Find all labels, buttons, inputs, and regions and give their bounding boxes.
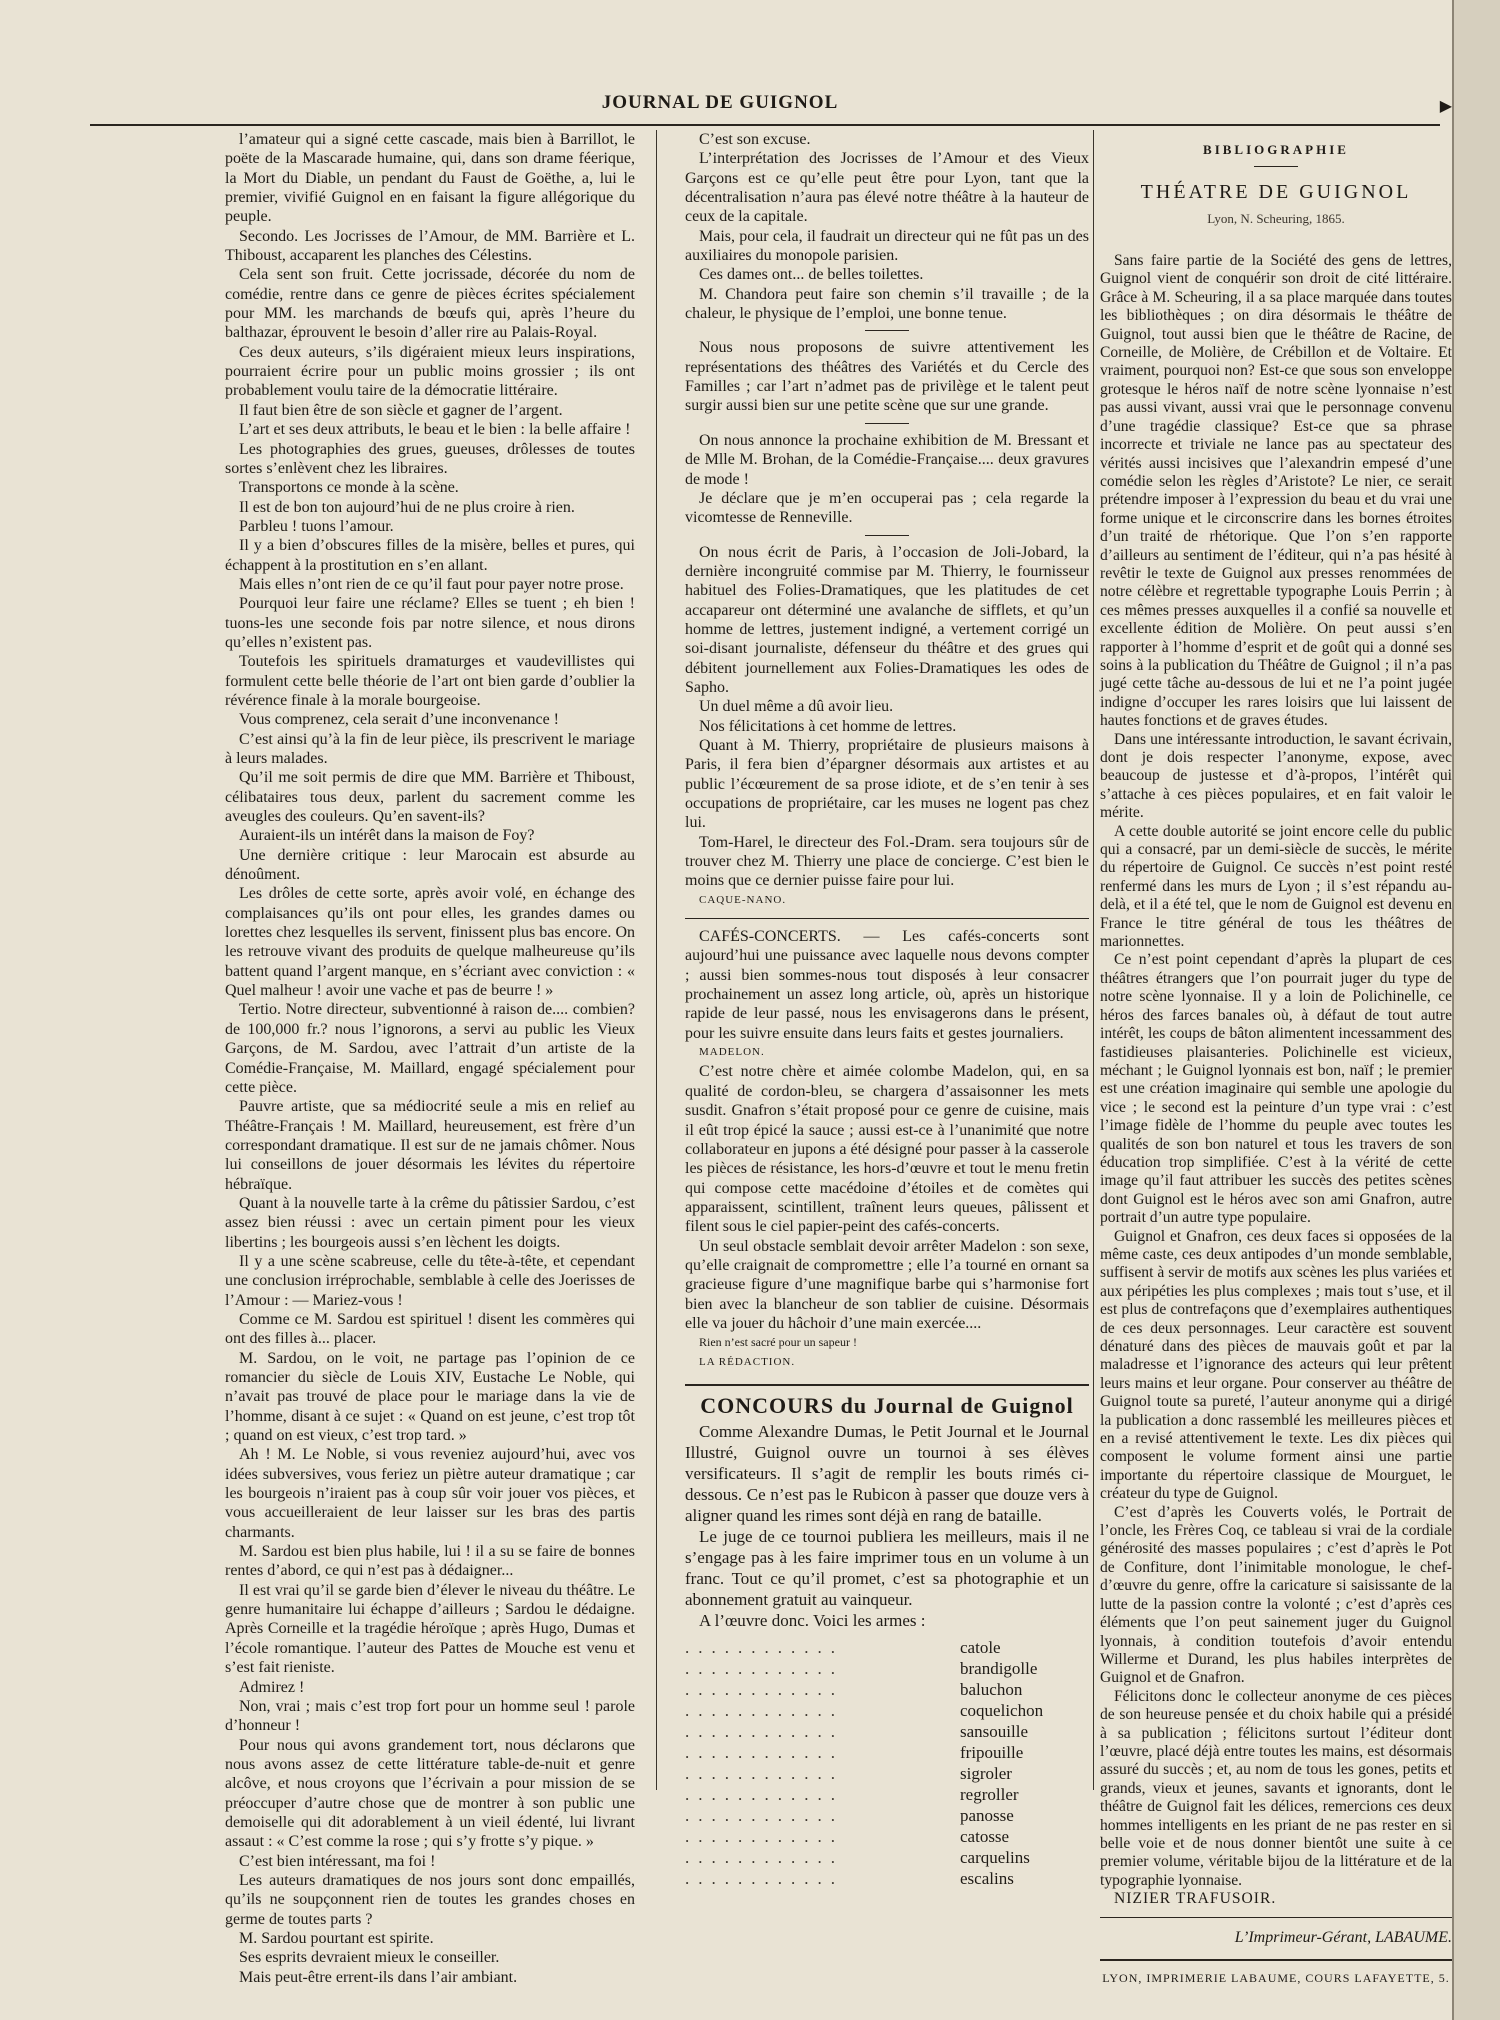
dot-leader: ............: [685, 1764, 844, 1784]
rhyme-line: [685, 1658, 1089, 1679]
rhyme-word: carquelins: [960, 1848, 1030, 1868]
paragraph: L’art et ses deux attributs, le beau et le bien : la belle affaire !: [239, 421, 631, 439]
concours-text: [685, 1421, 1089, 1631]
paragraph: M. Chandora peut faire son chemin s’il travaille ; de la chaleur, le physique de l’emploi, une bonne tenue.: [685, 285, 1089, 323]
paragraph: On nous annonce la prochaine exhibition de M. Bressant et de Mlle M. Brohan, de la Comédie-Française.... deux gravures de mode !: [685, 431, 1089, 488]
rhyme-word: catosse: [960, 1827, 1010, 1847]
imprimeur-gerant: L’Imprimeur-Gérant, LABAUME.: [1234, 1928, 1452, 1946]
rhyme-word: panosse: [960, 1806, 1014, 1826]
rhyme-line: [685, 1847, 1089, 1868]
paragraph: Parbleu ! tuons l’amour.: [239, 517, 394, 535]
separator: [865, 330, 909, 331]
rhyme-word: catole: [960, 1638, 1001, 1658]
header-rule: [90, 124, 1440, 126]
separator: [865, 535, 909, 536]
paragraph: Les drôles de cette sorte, après avoir volé, en échange des complaisances qu’ils ont pour elles, les grandes dames ou lorettes chez lesquelles ils servent, finissent plus bas encore. On les retrouve vivant des produits de quelque malheureuse qu’ils battent quand l’argent manque, en s’écriant avec conviction : « Quel malheur ! avoir une vache et pas de beurre ! »: [225, 885, 635, 1000]
column-2: [685, 130, 1089, 1889]
paragraph: Tertio. Notre directeur, subventionné à raison de.... combien? de 100,000 fr.? nous l’ignorons, a servi au public les Vieux Garçons, de M. Sardou, avec l’attrait d’un artiste de la Comédie-Française, M. Maillard, engagé spécialement pour cette pièce.: [225, 1001, 635, 1096]
paragraph: Ce n’est point cependant d’après la plupart de ces théâtres étrangers que l’on pourrait juger du type de notre scène lyonnaise. Il y a loin de Polichinelle, ce héros des farces banales où, à défaut de tout autre intérêt, les coups de bâton alimentent incessamment des fastidieuses plaisanteries. Polichinelle est vicieux, méchant ; le Guignol lyonnais est bon, naïf ; le premier est une création imaginaire qui semble une apologie du vice ; le second est la peinture d’un type vrai : c’est l’image fidèle de l’homme du peuple avec toutes les qualités de son bon naturel et tous les travers de son éducation trop simplifiée. C’est à la vérité de cette image qu’il faut attribuer les succès des petites scènes dont Guignol est le héros avec son ami Gnafron, autre portrait d’un autre type populaire.: [1100, 951, 1452, 1227]
dot-leader: ............: [685, 1827, 844, 1847]
paragraph: Les photographies des grues, gueuses, drôlesses de toutes sortes s’enlèvent chez les libraires.: [225, 440, 635, 477]
paragraph: Une dernière critique : leur Marocain est absurde au dénoûment.: [225, 846, 635, 884]
paragraph: Il y a une scène scabreuse, celle du tête-à-tête, et cependant une conclusion irréprochable, semblable à celle des Joerisses de l’Amour : — Mariez-vous !: [225, 1252, 635, 1309]
rhyme-line: [685, 1700, 1089, 1721]
rhyme-word: baluchon: [960, 1680, 1023, 1700]
paragraph: Ces deux auteurs, s’ils digéraient mieux leurs inspirations, pourraient écrire pour un public moins grossier ; ils ont probablement voulu taire de la démocratie littéraire.: [225, 343, 635, 400]
paragraph: Il est vrai qu’il se garde bien d’élever le niveau du théâtre. Le genre humanitaire lui échappe d’ailleurs ; Sardou le dédaigne. Après Corneille et la tragédie héroïque ; après Hugo, Dumas et l’école romantique. l’auteur des Pattes de Mouche est venu et s’est fait rieniste.: [225, 1581, 635, 1677]
paragraph: Transportons ce monde à la scène.: [239, 479, 459, 497]
rhyme-line: [685, 1721, 1089, 1742]
paragraph: Vous comprenez, cela serait d’une inconvenance !: [239, 711, 560, 729]
dot-leader: ............: [685, 1848, 844, 1868]
paragraph: Il faut bien être de son siècle et gagner de l’argent.: [239, 401, 563, 419]
column-rule-1: [656, 130, 657, 1790]
paragraph: Quant à M. Thierry, propriétaire de plusieurs maisons à Paris, il fera bien d’épargner désormais aux artistes et au public l’écœurement de sa prose idiote, et de s’en tenir à ses occupations de propriétaire, car les muses ne logent pas chez lui.: [685, 736, 1089, 832]
dot-leader: ............: [685, 1743, 844, 1763]
paragraph: Pour nous qui avons grandement tort, nous déclarons que nous avons assez de cette littérature table-de-nuit et genre alcôve, et nous croyons que l’écrivain a pour mission de se préoccuper d’autre chose que de montrer à son public une demoiselle qui dit adorablement à un vieil édenté, lui livrant assaut : « C’est comme la rose ; qui s’y frotte s’y pique. »: [225, 1736, 635, 1851]
paragraph: Mais, pour cela, il faudrait un directeur qui ne fût pas un des auxiliaires du monopole parisien.: [685, 227, 1089, 265]
rhyme-word: coquelichon: [960, 1701, 1044, 1721]
dot-leader: ............: [685, 1806, 844, 1826]
rhyme-word: sigroler: [960, 1764, 1012, 1784]
dot-leader: ............: [685, 1785, 844, 1805]
paragraph: Le juge de ce tournoi publiera les meilleurs, mais il ne s’engage pas à les faire imprimer tous en un volume à un franc. Tout ce qu’il promet, c’est sa photographie et un abonnement gratuit au vainqueur.: [685, 1527, 1089, 1610]
paragraph: Comme Alexandre Dumas, le Petit Journal et le Journal Illustré, Guignol ouvre un tournoi à ses élèves versificateurs. Il s’agit de remplir les bouts rimés ci-dessous. Ce n’est pas le Rubicon à passer que douze vers à aligner quand les rimes sont déjà en rang de bataille.: [685, 1422, 1089, 1526]
paragraph: Il y a bien d’obscures filles de la misère, belles et pures, qui échappent à la prostitution en s’en allant.: [225, 537, 635, 574]
paragraph: Mais peut-être errent-ils dans l’air ambiant.: [239, 1968, 518, 1986]
rhyme-line: [685, 1805, 1089, 1826]
signature-redaction: LA RÉDACTION.: [699, 1355, 796, 1368]
paragraph: M. Sardou pourtant est spirite.: [239, 1929, 434, 1947]
rhyme-line: [685, 1868, 1089, 1889]
paragraph: Un duel même a dû avoir lieu.: [699, 698, 894, 716]
paragraph: CAFÉS-CONCERTS. — Les cafés-concerts sont aujourd’hui une puissance avec laquelle nous devons compter ; aussi bien sommes-nous tout disposés à leur consacrer prochainement un assez long article, où, après un historique rapide de leur passé, nous les envisagerons dans le présent, pour les suivre ensuite dans leurs faits et gestes journaliers.: [685, 928, 1089, 1042]
paragraph: Sans faire partie de la Société des gens de lettres, Guignol vient de conquérir son droit de cité littéraire. Grâce à M. Scheuring, il a sa place marquée dans toutes les bibliothèques ; on dira désormais le théâtre de Guignol, tout aussi bien que le théâtre de Racine, de Corneille, de Molière, de Crébillon et de Voltaire. Et vraiment, pourquoi non? Est-ce que sous son enveloppe grotesque le héros naïf de notre scène lyonnaise n’est pas aussi vivant, aussi vrai que le personnage convenu d’une tragédie classique? Est-ce que sa phrase incorrecte et triviale ne lance pas au spectateur des vérités aussi incisives que l’alexandrin empesé d’une comédie selon les règles d’Aristote? Le nier, ce serait prétendre imposer à l’expression du beau et du vrai une forme unique et le circonscrire dans les bornes étroites d’un traité de rhétorique. Que l’on s’en rapporte d’ailleurs au sentiment de l’éditeur, qui n’a pas hésité à revêtir le texte de Guignol aux presses renommées de notre célèbre et regrettable typographe Louis Perrin ; à ces mêmes presses auxquelles il a confié sa nouvelle et excellente édition de Molière. On peut aussi s’en rapporter à l’homme d’esprit et de goût qui a donné ses soins à la publication du Théâtre de Guignol ; il n’a pas jugé cette tâche au-dessous de lui et ne l’a point jugée indigne d’occuper les rares loisirs que lui laissent de hautes fonctions et de graves études.: [1100, 252, 1452, 730]
paragraph: A cette double autorité se joint encore celle du public qui a consacré, par un demi-siècle de succès, le mérite du répertoire de Guignol. Ce succès n’est point resté renfermé dans les murs de Lyon ; il s’est répandu au-delà, et il a été tel, que le nom de Guignol est devenu en France le titre général de tous les théâtres de marionnettes.: [1100, 822, 1452, 951]
rhyme-word: fripouille: [960, 1743, 1024, 1763]
paragraph: M. Sardou est bien plus habile, lui ! il a su se faire de bonnes rentes d’abord, ce qui n’est pas à dédaigner...: [225, 1543, 635, 1580]
column-rule-2: [1093, 130, 1094, 1790]
signature-madelon: MADELON.: [699, 1046, 765, 1059]
rhyme-line: [685, 1763, 1089, 1784]
section-rule: [685, 1384, 1089, 1386]
paragraph: Mais elles n’ont rien de ce qu’il faut pour payer notre prose.: [239, 575, 624, 593]
motto: Rien n’est sacré pour un sapeur !: [699, 1335, 857, 1350]
paragraph: C’est son excuse.: [699, 131, 811, 148]
dot-leader: ............: [685, 1659, 844, 1679]
signature-caque-nano: CAQUE-NANO.: [699, 893, 787, 906]
paragraph: l’amateur qui a signé cette cascade, mais bien à Barrillot, le poëte de la Mascarade humaine, qui, dans son drame féerique, la Mort du Diable, un pendant du Faust de Goëthe, a, lui le premier, vivifié Guignol en en faisant la figure allégorique du peuple.: [225, 131, 635, 226]
page-fold: [1452, 0, 1500, 2020]
footer-rule: [1100, 1959, 1452, 1961]
paragraph: On nous écrit de Paris, à l’occasion de Joli-Jobard, la dernière incongruité commise par M. Thierry, le fournisseur habituel des Folies-Dramatiques, que les platitudes de cet accapareur ont déterminé une avalanche de sifflets, et qu’un homme de lettres, justement indigné, a vertement corrigé un soi-disant journaliste, défenseur du théâtre et des grues qui débitent journellement aux Folies-Dramatiques les odes de Sapho.: [685, 543, 1089, 696]
paragraph: Auraient-ils un intérêt dans la maison de Foy?: [239, 827, 535, 845]
book-title: THÉATRE DE GUIGNOL: [1140, 181, 1412, 204]
section-rule: [685, 918, 1089, 919]
concours-title: CONCOURS du Journal de Guignol: [700, 1392, 1074, 1418]
dot-leader: ............: [685, 1869, 844, 1889]
paragraph: C’est notre chère et aimée colombe Madelon, qui, en sa qualité de cordon-bleu, se chargera d’assaisonner les mets susdit. Gnafron s’était proposé pour ce genre de cuisine, mais il eût trop épicé la sauce ; aussi est-ce à l’unanimité que notre collaborateur en jupons a été désigné pour passer à la casserole les pièces de résistance, les hors-d’œuvre et tout le menu fretin qui compose cette macédoine d’étoiles et de comètes qui apparaissent, scintillent, traînent leurs queues, pâlissent et filent sous le ciel papier-peint des cafés-concerts.: [685, 1063, 1089, 1236]
rhyme-line: [685, 1742, 1089, 1763]
rhyme-word: regroller: [960, 1785, 1019, 1805]
dot-leader: ............: [685, 1680, 844, 1700]
paragraph: Dans une intéressante introduction, le savant écrivain, dont je dois respecter l’anonyme, expose, avec beaucoup de justesse et d’à-propos, l’intérêt qui s’attache à ces pièces populaires, et en fait valoir le mérite.: [1100, 730, 1452, 822]
paragraph: Secondo. Les Jocrisses de l’Amour, de MM. Barrière et L. Thiboust, accaparent les planches des Célestins.: [225, 227, 635, 265]
paragraph: Quant à la nouvelle tarte à la crême du pâtissier Sardou, c’est assez bien réussi : avec un certain piment pour les vieux libertins ; les bourgeois aussi s’en lèchent les doigts.: [225, 1194, 635, 1251]
dot-leader: ............: [685, 1638, 844, 1658]
paragraph: Félicitons donc le collecteur anonyme de ces pièces de son heureuse pensée et du choix habile qui a présidé à sa publication ; félicitons surtout l’éditeur dont l’œuvre, placé déjà entre toutes les mains, est désormais assuré du succès ; et, au nom de tous les gones, petits et grands, vieux et jeunes, savants et ignorants, dont le théâtre de Guignol fait les délices, remercions ces deux hommes intelligents en les priant de ne pas rester en si belle voie et de nous donner bientôt une suite à ce premier volume, véritable bijou de la littérature et de la typographie lyonnaise.: [1100, 1687, 1452, 1889]
paragraph: Non, vrai ; mais c’est trop fort pour un homme seul ! parole d’honneur !: [225, 1697, 635, 1735]
dot-leader: ............: [685, 1701, 844, 1721]
paragraph: M. Sardou, on le voit, ne partage pas l’opinion de ce romancier du siècle de Louis XIV, Eustache Le Noble, qui n’avait pas trouvé de place pour le mariage dans la vie de l’homme, disant à ce sujet : « Quand on est jeune, c’est trop tôt ; quand on est vieux, c’est trop tard. »: [225, 1349, 635, 1445]
rhyme-word: sansouille: [960, 1722, 1028, 1742]
paragraph: Nos félicitations à cet homme de lettres.: [699, 717, 957, 735]
paragraph: A l’œuvre donc. Voici les armes :: [699, 1611, 926, 1631]
paragraph: Admirez !: [239, 1678, 305, 1696]
section-rule: [1100, 1917, 1452, 1918]
signature-nizier: NIZIER TRAFUSOIR.: [1114, 1890, 1277, 1908]
masthead: JOURNAL DE GUIGNOL: [601, 92, 839, 113]
dot-leader: ............: [685, 1722, 844, 1742]
paragraph: C’est d’après les Couverts volés, le Portrait de l’oncle, les Frères Coq, ce tableau si vrai de la cordiale générosité des masses populaires ; c’est d’après le Pot de Confiture, dont l’inimitable monologue, le chef-d’œuvre du genre, offre la caricature si saisissante de la lutte de la passion contre la volonté ; c’est d’après ces éléments que l’on peut sainement juger du Guignol lyonnais, à condition toutefois d’avoir entendu Willerme et Durand, les plus habiles interprètes de Guignol et de Gnafron.: [1100, 1503, 1452, 1687]
separator: [865, 423, 909, 424]
paragraph: C’est ainsi qu’à la fin de leur pièce, ils prescrivent le mariage à leurs malades.: [225, 730, 635, 767]
publication-info: Lyon, N. Scheuring, 1865.: [1207, 210, 1345, 226]
rhyme-line: [685, 1637, 1089, 1658]
paragraph: Qu’il me soit permis de dire que MM. Barrière et Thiboust, célibataires tous deux, parlent du sacrement comme les aveugles des couleurs. Qu’en savent-ils?: [225, 769, 635, 826]
corner-mark: ▶: [1439, 96, 1452, 115]
rhyme-line: [685, 1784, 1089, 1805]
paragraph: Ses esprits devraient mieux le conseiller.: [239, 1949, 500, 1967]
paragraph: Pourquoi leur faire une réclame? Elles se tuent ; eh bien ! tuons-les une seconde fois par notre silence, et nous dirons qu’elles n’existent pas.: [225, 595, 635, 651]
paragraph: Guignol et Gnafron, ces deux faces si opposées de la même caste, ces deux antipodes d’un monde semblable, suffisent à servir de motifs aux scènes les plus variées et aux péripéties les plus complexes ; mais tout s’use, et il est plus de contrefaçons que d’exemplaires authentiques de ces deux personnages. Leur caractère est souvent dénaturé dans des pièces de mauvais goût et par la maladresse et l’ignorance des acteurs qui leur prêtent leurs mains et leur organe. Pour conserver au théâtre de Guignol toute sa pureté, l’auteur anonyme qui a dirigé la publication a donc rassemblé les meilleures pièces et en a revisé attentivement le texte. Les dix pièces qui composent le volume forment ainsi une partie importante du répertoire classique de Mourguet, le créateur du type de Guignol.: [1100, 1227, 1452, 1503]
printer-address: LYON, IMPRIMERIE LABAUME, COURS LAFAYETTE, 5.: [1102, 1970, 1450, 1985]
section-heading: BIBLIOGRAPHIE: [1203, 142, 1349, 157]
rhyme-word: escalins: [960, 1869, 1014, 1889]
paragraph: Ah ! M. Le Noble, si vous reveniez aujourd’hui, avec vos idées subversives, vous feriez un piètre auteur dramatique ; car les bourgeois n’iraient pas à coup sûr voir jouer vos pièces, et vous accueilleraient de leur laisser sur les bras des partis charmants.: [225, 1446, 635, 1541]
rhyme-line: [685, 1679, 1089, 1700]
column-1: [225, 130, 635, 1987]
paragraph: Cela sent son fruit. Cette jocrissade, décorée du nom de comédie, rentre dans ce genre de pièces écrites spécialement pour MM. les marchands de bœufs qui, après l’heure du balthazar, éprouvent le besoin d’aller rire au Palais-Royal.: [225, 266, 635, 342]
paragraph: C’est bien intéressant, ma foi !: [239, 1852, 436, 1870]
paragraph: Un seul obstacle semblait devoir arrêter Madelon : son sexe, qu’elle craignait de compromettre ; elle l’a tourné en ornant sa gracieuse figure d’une magnifique barbe qui s’harmonise fort bien avec la blancheur de son tablier de cuisine. Désormais elle va jouer du hâchoir d’une main exercée....: [685, 1237, 1089, 1332]
paragraph: L’interprétation des Jocrisses de l’Amour et des Vieux Garçons est ce qu’elle peut être pour Lyon, tant que la décentralisation n’aura pas élevé notre théâtre à la hauteur de ceux de la capitale.: [685, 150, 1089, 226]
paragraph: Comme ce M. Sardou est spirituel ! disent les commères qui ont des filles à... placer.: [225, 1310, 635, 1348]
rhyme-list: [685, 1637, 1089, 1889]
rhyme-line: [685, 1826, 1089, 1847]
paragraph: Tom-Harel, le directeur des Fol.-Dram. sera toujours sûr de trouver chez M. Thierry une place de concierge. C’est bien le moins que ce dernier puisse faire pour lui.: [685, 833, 1089, 890]
paragraph: Ces dames ont... de belles toilettes.: [699, 266, 924, 284]
paragraph: Je déclare que je m’en occuperai pas ; cela regarde la vicomtesse de Renneville.: [685, 489, 1089, 527]
column-3: [1100, 130, 1452, 1988]
paragraph: Pauvre artiste, que sa médiocrité seule a mis en relief au Théâtre-Français ! M. Maillard, heureusement, est frère d’un correspondant dramatique. Il est sur de ne jamais chômer. Nous lui conseillons de jouer désormais les lévites du répertoire hébraïque.: [225, 1098, 635, 1193]
separator: [1254, 166, 1298, 167]
paragraph: Nous nous proposons de suivre attentivement les représentations des théâtres des Variétés et du Cercle des Familles ; car l’art n’admet pas de privilège et le talent peut surgir aussi bien sur une petite scène que sur une grande.: [685, 339, 1089, 415]
rhyme-word: brandigolle: [960, 1659, 1038, 1679]
paragraph: Toutefois les spirituels dramaturges et vaudevillistes qui formulent cette belle théorie de l’art ont bien garde d’oublier la révérence finale à la morale bourgeoise.: [225, 653, 635, 709]
paragraph: Les auteurs dramatiques de nos jours sont donc empaillés, qu’ils ne soupçonnent rien de toutes les grandes choses en germe de toutes parts ?: [225, 1871, 635, 1928]
paragraph: Il est de bon ton aujourd’hui de ne plus croire à rien.: [239, 498, 575, 516]
